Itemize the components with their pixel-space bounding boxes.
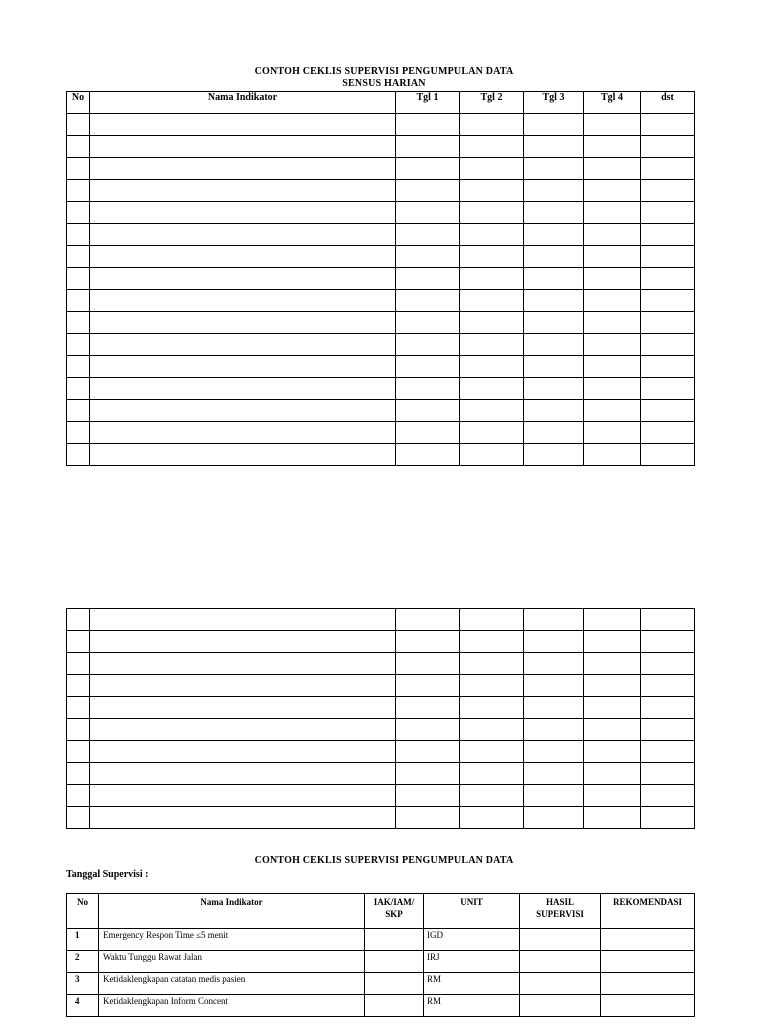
row-dst-cell[interactable] bbox=[641, 246, 695, 268]
table-row bbox=[67, 807, 695, 829]
row-indicator-cell[interactable] bbox=[90, 334, 396, 356]
row-tgl4-cell[interactable] bbox=[584, 807, 641, 829]
row-indicator-cell[interactable] bbox=[90, 180, 396, 202]
row-dst-cell[interactable] bbox=[641, 334, 695, 356]
table-row bbox=[67, 114, 695, 136]
hasil-label-line1: HASIL bbox=[545, 897, 574, 907]
row-rekomendasi-cell[interactable] bbox=[601, 995, 695, 1017]
row-no-cell[interactable] bbox=[67, 697, 90, 719]
column-header-no: No bbox=[67, 92, 90, 114]
row-no-cell[interactable] bbox=[67, 136, 90, 158]
row-tgl4-cell[interactable] bbox=[584, 180, 641, 202]
row-tgl3-cell[interactable] bbox=[524, 312, 584, 334]
row-tgl1-cell[interactable] bbox=[396, 246, 460, 268]
row-tgl3-cell[interactable] bbox=[524, 268, 584, 290]
row-dst-cell[interactable] bbox=[641, 356, 695, 378]
row-indicator-cell[interactable] bbox=[90, 609, 396, 631]
row-iak-cell[interactable] bbox=[365, 995, 424, 1017]
row-indicator-cell[interactable] bbox=[90, 785, 396, 807]
row-no-cell[interactable] bbox=[67, 312, 90, 334]
row-no-cell[interactable] bbox=[67, 158, 90, 180]
row-indicator-cell[interactable] bbox=[90, 422, 396, 444]
row-dst-cell[interactable] bbox=[641, 675, 695, 697]
row-indicator-cell[interactable] bbox=[90, 356, 396, 378]
row-indicator-cell[interactable] bbox=[90, 697, 396, 719]
row-unit: RM bbox=[424, 973, 520, 995]
row-tgl4-cell[interactable] bbox=[584, 785, 641, 807]
row-tgl1-cell[interactable] bbox=[396, 719, 460, 741]
row-rekomendasi-cell[interactable] bbox=[601, 951, 695, 973]
row-indicator: Ketidaklengkapan catatan medis pasien bbox=[99, 973, 365, 995]
column-header-indicator: Nama Indikator bbox=[90, 92, 396, 114]
row-tgl4-cell[interactable] bbox=[584, 268, 641, 290]
hasil-label-line2: SUPERVISI bbox=[536, 909, 584, 919]
row-tgl2-cell[interactable] bbox=[460, 312, 524, 334]
row-tgl1-cell[interactable] bbox=[396, 444, 460, 466]
sensus-harian-table bbox=[66, 91, 695, 466]
row-tgl2-cell[interactable] bbox=[460, 180, 524, 202]
column-header-iak bbox=[365, 894, 424, 929]
row-dst-cell[interactable] bbox=[641, 631, 695, 653]
row-indicator-cell[interactable] bbox=[90, 202, 396, 224]
row-tgl2-cell[interactable] bbox=[460, 763, 524, 785]
row-tgl1-cell[interactable] bbox=[396, 400, 460, 422]
table-row bbox=[67, 158, 695, 180]
table-row bbox=[67, 444, 695, 466]
row-iak-cell[interactable] bbox=[365, 929, 424, 951]
row-tgl4-cell[interactable] bbox=[584, 763, 641, 785]
row-tgl2-cell[interactable] bbox=[460, 356, 524, 378]
row-tgl2-cell[interactable] bbox=[460, 697, 524, 719]
column-header-tgl1: Tgl 1 bbox=[396, 92, 460, 114]
row-tgl2-cell[interactable] bbox=[460, 268, 524, 290]
row-no-cell[interactable] bbox=[67, 785, 90, 807]
row-tgl1-cell[interactable] bbox=[396, 312, 460, 334]
row-tgl1-cell[interactable] bbox=[396, 180, 460, 202]
table-row bbox=[67, 224, 695, 246]
row-iak-cell[interactable] bbox=[365, 951, 424, 973]
column-header-tgl4: Tgl 4 bbox=[584, 92, 641, 114]
table-row bbox=[67, 929, 695, 951]
row-tgl4-cell[interactable] bbox=[584, 224, 641, 246]
row-tgl3-cell[interactable] bbox=[524, 444, 584, 466]
row-indicator-cell[interactable] bbox=[90, 807, 396, 829]
table-row bbox=[67, 631, 695, 653]
row-no-cell[interactable] bbox=[67, 114, 90, 136]
row-indicator-cell[interactable] bbox=[90, 312, 396, 334]
row-tgl1-cell[interactable] bbox=[396, 609, 460, 631]
row-hasil-cell[interactable] bbox=[520, 995, 601, 1017]
column-header-rekomendasi: REKOMENDASI bbox=[601, 894, 695, 929]
row-tgl2-cell[interactable] bbox=[460, 224, 524, 246]
column-header-unit: UNIT bbox=[424, 894, 520, 929]
row-indicator-cell[interactable] bbox=[90, 675, 396, 697]
row-dst-cell[interactable] bbox=[641, 741, 695, 763]
row-indicator-cell[interactable] bbox=[90, 378, 396, 400]
date-label: Tanggal Supervisi : bbox=[66, 869, 149, 880]
row-tgl4-cell[interactable] bbox=[584, 400, 641, 422]
document-title: CONTOH CEKLIS SUPERVISI PENGUMPULAN DATA bbox=[254, 66, 514, 77]
row-tgl4-cell[interactable] bbox=[584, 675, 641, 697]
row-tgl3-cell[interactable] bbox=[524, 422, 584, 444]
row-tgl2-cell[interactable] bbox=[460, 136, 524, 158]
row-dst-cell[interactable] bbox=[641, 422, 695, 444]
table-row bbox=[67, 951, 695, 973]
row-tgl1-cell[interactable] bbox=[396, 422, 460, 444]
row-no: 4 bbox=[67, 995, 99, 1017]
row-indicator-cell[interactable] bbox=[90, 224, 396, 246]
row-no-cell[interactable] bbox=[67, 378, 90, 400]
row-indicator-cell[interactable] bbox=[90, 290, 396, 312]
table-row bbox=[67, 312, 695, 334]
row-tgl4-cell[interactable] bbox=[584, 741, 641, 763]
row-indicator-cell[interactable] bbox=[90, 763, 396, 785]
row-tgl4-cell[interactable] bbox=[584, 697, 641, 719]
row-tgl3-cell[interactable] bbox=[524, 290, 584, 312]
row-tgl4-cell[interactable] bbox=[584, 653, 641, 675]
row-tgl4-cell[interactable] bbox=[584, 312, 641, 334]
row-tgl4-cell[interactable] bbox=[584, 609, 641, 631]
table-row bbox=[67, 136, 695, 158]
row-tgl3-cell[interactable] bbox=[524, 224, 584, 246]
row-indicator-cell[interactable] bbox=[90, 444, 396, 466]
column-header-dst: dst bbox=[641, 92, 695, 114]
row-tgl1-cell[interactable] bbox=[396, 741, 460, 763]
row-tgl4-cell[interactable] bbox=[584, 444, 641, 466]
row-dst-cell[interactable] bbox=[641, 653, 695, 675]
table-row bbox=[67, 995, 695, 1017]
row-no-cell[interactable] bbox=[67, 356, 90, 378]
row-tgl1-cell[interactable] bbox=[396, 653, 460, 675]
row-indicator-cell[interactable] bbox=[90, 741, 396, 763]
row-dst-cell[interactable] bbox=[641, 202, 695, 224]
row-indicator-cell[interactable] bbox=[90, 158, 396, 180]
row-dst-cell[interactable] bbox=[641, 807, 695, 829]
table-row bbox=[67, 973, 695, 995]
row-tgl1-cell[interactable] bbox=[396, 631, 460, 653]
table-row bbox=[67, 609, 695, 631]
row-tgl1-cell[interactable] bbox=[396, 224, 460, 246]
table-row bbox=[67, 400, 695, 422]
row-tgl3-cell[interactable] bbox=[524, 741, 584, 763]
row-no-cell[interactable] bbox=[67, 675, 90, 697]
row-no-cell[interactable] bbox=[67, 631, 90, 653]
iak-label-line2: SKP bbox=[385, 909, 403, 919]
row-no-cell[interactable] bbox=[67, 609, 90, 631]
table-row bbox=[67, 719, 695, 741]
row-tgl3-cell[interactable] bbox=[524, 675, 584, 697]
row-indicator-cell[interactable] bbox=[90, 719, 396, 741]
table-row bbox=[67, 653, 695, 675]
row-tgl4-cell[interactable] bbox=[584, 114, 641, 136]
row-tgl4-cell[interactable] bbox=[584, 136, 641, 158]
row-dst-cell[interactable] bbox=[641, 158, 695, 180]
section-title: CONTOH CEKLIS SUPERVISI PENGUMPULAN DATA bbox=[254, 855, 514, 866]
row-dst-cell[interactable] bbox=[641, 763, 695, 785]
row-tgl2-cell[interactable] bbox=[460, 631, 524, 653]
row-dst-cell[interactable] bbox=[641, 224, 695, 246]
row-tgl1-cell[interactable] bbox=[396, 763, 460, 785]
row-tgl4-cell[interactable] bbox=[584, 422, 641, 444]
row-tgl3-cell[interactable] bbox=[524, 378, 584, 400]
row-no-cell[interactable] bbox=[67, 807, 90, 829]
row-tgl2-cell[interactable] bbox=[460, 114, 524, 136]
table-row bbox=[67, 697, 695, 719]
row-tgl3-cell[interactable] bbox=[524, 653, 584, 675]
row-rekomendasi-cell[interactable] bbox=[601, 929, 695, 951]
row-tgl4-cell[interactable] bbox=[584, 378, 641, 400]
row-tgl1-cell[interactable] bbox=[396, 268, 460, 290]
row-tgl2-cell[interactable] bbox=[460, 785, 524, 807]
row-tgl1-cell[interactable] bbox=[396, 785, 460, 807]
row-tgl3-cell[interactable] bbox=[524, 334, 584, 356]
row-tgl1-cell[interactable] bbox=[396, 697, 460, 719]
row-indicator-cell[interactable] bbox=[90, 136, 396, 158]
row-indicator-cell[interactable] bbox=[90, 653, 396, 675]
table-header-row bbox=[67, 894, 695, 929]
row-tgl2-cell[interactable] bbox=[460, 422, 524, 444]
table-row bbox=[67, 334, 695, 356]
row-tgl1-cell[interactable] bbox=[396, 136, 460, 158]
row-no-cell[interactable] bbox=[67, 268, 90, 290]
row-tgl2-cell[interactable] bbox=[460, 290, 524, 312]
row-tgl4-cell[interactable] bbox=[584, 202, 641, 224]
column-header-indicator: Nama Indikator bbox=[99, 894, 365, 929]
row-tgl1-cell[interactable] bbox=[396, 334, 460, 356]
row-dst-cell[interactable] bbox=[641, 444, 695, 466]
row-tgl3-cell[interactable] bbox=[524, 609, 584, 631]
row-dst-cell[interactable] bbox=[641, 312, 695, 334]
row-no-cell[interactable] bbox=[67, 180, 90, 202]
document-subtitle: SENSUS HARIAN bbox=[342, 78, 426, 89]
column-header-hasil bbox=[520, 894, 601, 929]
row-no: 2 bbox=[67, 951, 99, 973]
column-header-tgl3: Tgl 3 bbox=[524, 92, 584, 114]
row-no-cell[interactable] bbox=[67, 653, 90, 675]
table-header-row bbox=[67, 92, 695, 114]
iak-label-line1: IAK/IAM/ bbox=[373, 897, 415, 907]
row-tgl2-cell[interactable] bbox=[460, 334, 524, 356]
row-tgl3-cell[interactable] bbox=[524, 697, 584, 719]
row-tgl4-cell[interactable] bbox=[584, 719, 641, 741]
row-indicator-cell[interactable] bbox=[90, 268, 396, 290]
table-row bbox=[67, 180, 695, 202]
row-tgl2-cell[interactable] bbox=[460, 246, 524, 268]
row-no-cell[interactable] bbox=[67, 290, 90, 312]
row-indicator: Emergency Respon Time ≤5 menit bbox=[99, 929, 365, 951]
row-dst-cell[interactable] bbox=[641, 719, 695, 741]
row-no-cell[interactable] bbox=[67, 763, 90, 785]
row-indicator-cell[interactable] bbox=[90, 400, 396, 422]
row-tgl3-cell[interactable] bbox=[524, 807, 584, 829]
row-no-cell[interactable] bbox=[67, 719, 90, 741]
row-tgl3-cell[interactable] bbox=[524, 202, 584, 224]
row-iak-cell[interactable] bbox=[365, 973, 424, 995]
row-tgl3-cell[interactable] bbox=[524, 158, 584, 180]
row-tgl4-cell[interactable] bbox=[584, 334, 641, 356]
table-row bbox=[67, 785, 695, 807]
row-hasil-cell[interactable] bbox=[520, 973, 601, 995]
row-tgl2-cell[interactable] bbox=[460, 158, 524, 180]
row-tgl3-cell[interactable] bbox=[524, 400, 584, 422]
row-tgl2-cell[interactable] bbox=[460, 675, 524, 697]
table-row bbox=[67, 246, 695, 268]
row-tgl2-cell[interactable] bbox=[460, 653, 524, 675]
row-dst-cell[interactable] bbox=[641, 785, 695, 807]
row-no: 1 bbox=[67, 929, 99, 951]
row-no-cell[interactable] bbox=[67, 202, 90, 224]
row-no-cell[interactable] bbox=[67, 444, 90, 466]
column-header-no: No bbox=[67, 894, 99, 929]
row-tgl3-cell[interactable] bbox=[524, 180, 584, 202]
row-indicator-cell[interactable] bbox=[90, 631, 396, 653]
row-indicator: Ketidaklengkapan Inform Concent bbox=[99, 995, 365, 1017]
row-indicator-cell[interactable] bbox=[90, 246, 396, 268]
row-tgl1-cell[interactable] bbox=[396, 807, 460, 829]
row-tgl4-cell[interactable] bbox=[584, 290, 641, 312]
row-tgl1-cell[interactable] bbox=[396, 356, 460, 378]
row-tgl1-cell[interactable] bbox=[396, 114, 460, 136]
table-row bbox=[67, 422, 695, 444]
row-no-cell[interactable] bbox=[67, 400, 90, 422]
table-row bbox=[67, 763, 695, 785]
row-dst-cell[interactable] bbox=[641, 136, 695, 158]
row-indicator-cell[interactable] bbox=[90, 114, 396, 136]
row-unit: RM bbox=[424, 995, 520, 1017]
row-tgl2-cell[interactable] bbox=[460, 400, 524, 422]
row-tgl1-cell[interactable] bbox=[396, 158, 460, 180]
row-tgl2-cell[interactable] bbox=[460, 719, 524, 741]
row-tgl3-cell[interactable] bbox=[524, 785, 584, 807]
row-rekomendasi-cell[interactable] bbox=[601, 973, 695, 995]
row-tgl3-cell[interactable] bbox=[524, 719, 584, 741]
row-tgl2-cell[interactable] bbox=[460, 202, 524, 224]
row-dst-cell[interactable] bbox=[641, 378, 695, 400]
row-tgl1-cell[interactable] bbox=[396, 202, 460, 224]
row-dst-cell[interactable] bbox=[641, 268, 695, 290]
row-indicator: Waktu Tunggu Rawat Jalan bbox=[99, 951, 365, 973]
table-row bbox=[67, 378, 695, 400]
row-tgl4-cell[interactable] bbox=[584, 356, 641, 378]
row-unit: IGD bbox=[424, 929, 520, 951]
row-dst-cell[interactable] bbox=[641, 609, 695, 631]
row-tgl3-cell[interactable] bbox=[524, 356, 584, 378]
row-tgl2-cell[interactable] bbox=[460, 609, 524, 631]
row-no-cell[interactable] bbox=[67, 224, 90, 246]
row-dst-cell[interactable] bbox=[641, 180, 695, 202]
supervisi-table bbox=[66, 893, 695, 1017]
row-tgl1-cell[interactable] bbox=[396, 378, 460, 400]
sensus-harian-table-continued bbox=[66, 608, 695, 829]
row-tgl2-cell[interactable] bbox=[460, 741, 524, 763]
row-tgl4-cell[interactable] bbox=[584, 246, 641, 268]
row-no-cell[interactable] bbox=[67, 246, 90, 268]
row-hasil-cell[interactable] bbox=[520, 951, 601, 973]
row-tgl4-cell[interactable] bbox=[584, 631, 641, 653]
row-no-cell[interactable] bbox=[67, 334, 90, 356]
row-dst-cell[interactable] bbox=[641, 114, 695, 136]
row-no: 3 bbox=[67, 973, 99, 995]
table-row bbox=[67, 675, 695, 697]
row-tgl3-cell[interactable] bbox=[524, 246, 584, 268]
row-tgl2-cell[interactable] bbox=[460, 378, 524, 400]
row-dst-cell[interactable] bbox=[641, 697, 695, 719]
table-row bbox=[67, 202, 695, 224]
row-unit: IRJ bbox=[424, 951, 520, 973]
row-tgl2-cell[interactable] bbox=[460, 807, 524, 829]
row-no-cell[interactable] bbox=[67, 422, 90, 444]
row-tgl2-cell[interactable] bbox=[460, 444, 524, 466]
table-row bbox=[67, 290, 695, 312]
row-dst-cell[interactable] bbox=[641, 400, 695, 422]
row-no-cell[interactable] bbox=[67, 741, 90, 763]
row-tgl4-cell[interactable] bbox=[584, 158, 641, 180]
row-dst-cell[interactable] bbox=[641, 290, 695, 312]
table-row bbox=[67, 356, 695, 378]
row-tgl3-cell[interactable] bbox=[524, 114, 584, 136]
row-tgl3-cell[interactable] bbox=[524, 136, 584, 158]
table-row bbox=[67, 268, 695, 290]
row-tgl3-cell[interactable] bbox=[524, 631, 584, 653]
row-hasil-cell[interactable] bbox=[520, 929, 601, 951]
column-header-tgl2: Tgl 2 bbox=[460, 92, 524, 114]
row-tgl1-cell[interactable] bbox=[396, 290, 460, 312]
row-tgl3-cell[interactable] bbox=[524, 763, 584, 785]
table-row bbox=[67, 741, 695, 763]
row-tgl1-cell[interactable] bbox=[396, 675, 460, 697]
